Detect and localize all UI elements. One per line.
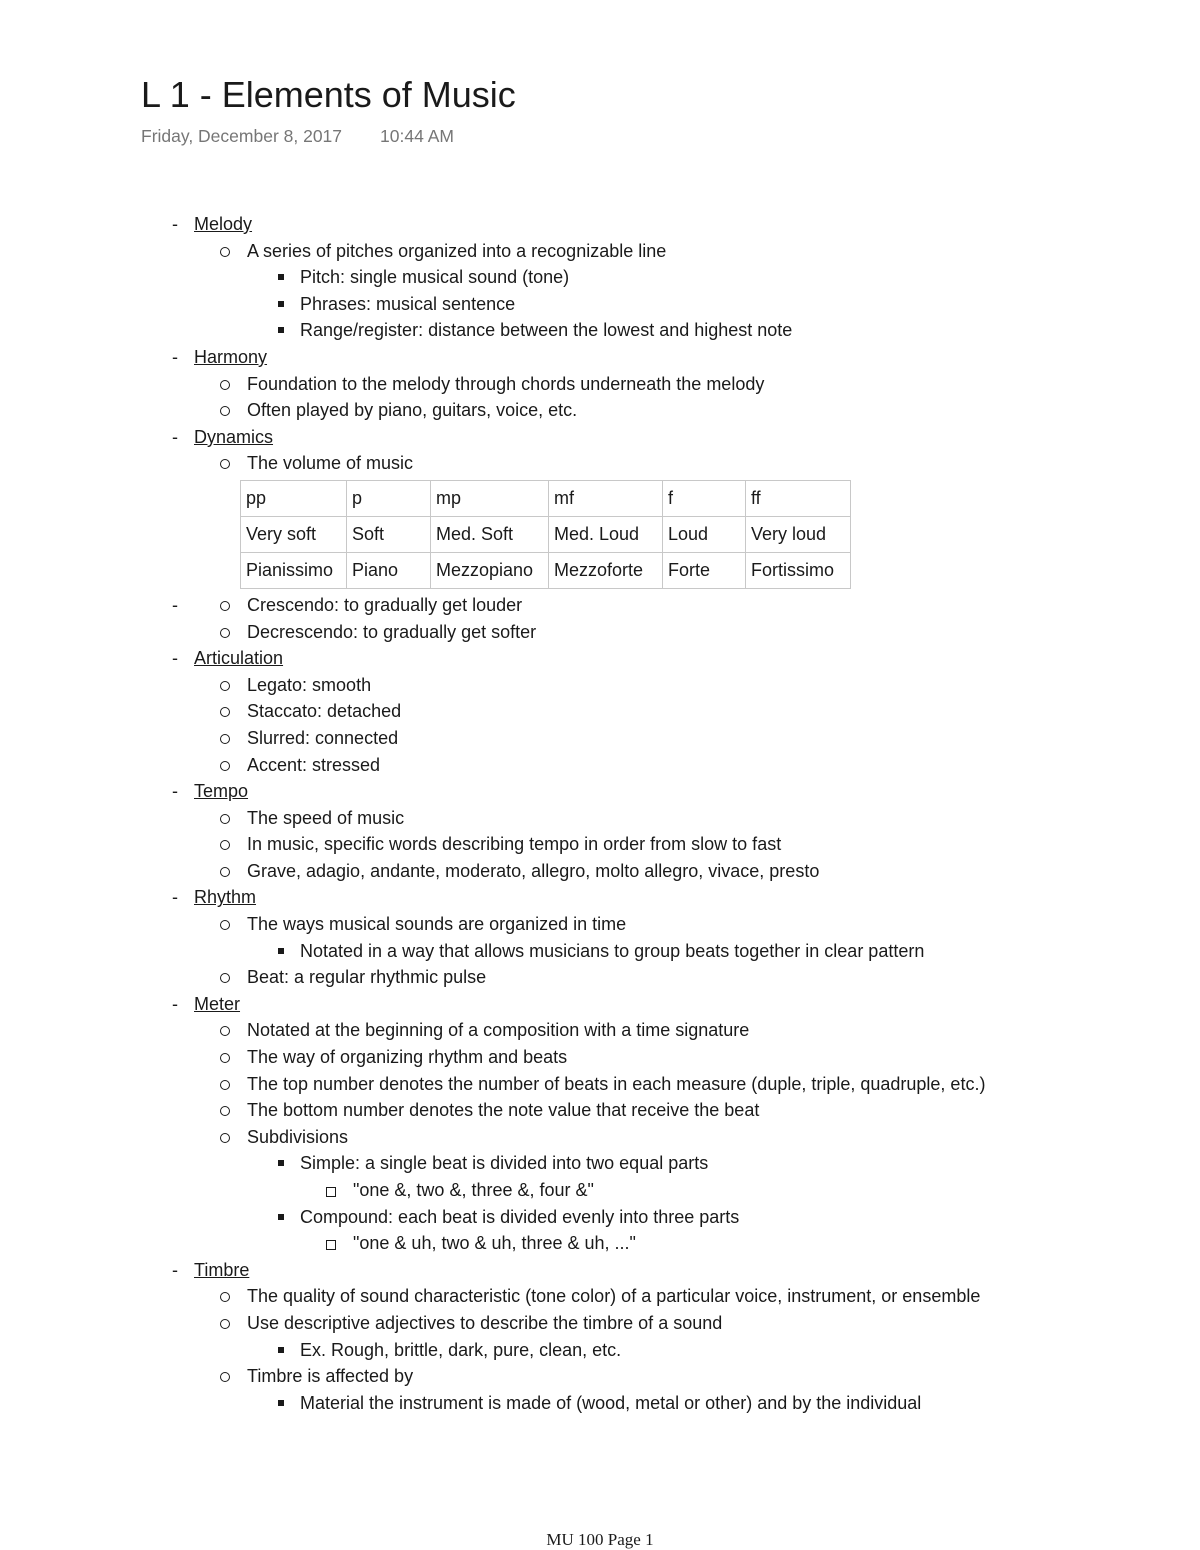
notes-content [0,211,1200,1416]
table-cell: p [347,480,431,516]
table-cell: Med. Soft [431,516,549,552]
table-cell: mp [431,480,549,516]
page-title: L 1 - Elements of Music [141,74,516,115]
list-item: Timbre is affected by Material the instrument is made of (wood, metal or other) and by the individual [0,1363,1200,1416]
list-item: Legato: smooth [0,672,1200,699]
list-item: The ways musical sounds are organized in time Notated in a way that allows musicians to group beats together in clear pattern [0,911,1200,964]
list-item: Compound: each beat is divided evenly into three parts "one & uh, two & uh, three & uh, ..." [0,1204,1200,1257]
table-cell: Mezzoforte [549,552,663,588]
list-item: The speed of music [0,805,1200,832]
list-item: The way of organizing rhythm and beats [0,1044,1200,1071]
table-cell: Forte [663,552,746,588]
table-cell: Very soft [241,516,347,552]
table-cell: Mezzopiano [431,552,549,588]
list-item: Use descriptive adjectives to describe the timbre of a sound Ex. Rough, brittle, dark, pure, clean, etc. [0,1310,1200,1363]
list-item: Simple: a single beat is divided into two equal parts "one &, two &, three &, four &" [0,1150,1200,1203]
list-item: Material the instrument is made of (wood, metal or other) and by the individual [0,1390,1200,1417]
section-heading: Dynamics [194,426,274,447]
section-heading: Tempo [194,781,249,802]
list-item: - Crescendo: to gradually get louder [0,592,1200,619]
list-item: Staccato: detached [0,698,1200,725]
list-item: Grave, adagio, andante, moderato, allegro, molto allegro, vivace, presto [0,858,1200,885]
table-row [241,480,851,516]
section-heading: Meter [194,993,241,1014]
list-item: "one & uh, two & uh, three & uh, ..." [0,1230,1200,1257]
list-item: In music, specific words describing tempo in order from slow to fast [0,831,1200,858]
table-cell: f [663,480,746,516]
list-item: Slurred: connected [0,725,1200,752]
list-item: Beat: a regular rhythmic pulse [0,964,1200,991]
list-item: Notated in a way that allows musicians to group beats together in clear pattern [0,938,1200,965]
list-item: The top number denotes the number of beats in each measure (duple, triple, quadruple, etc.) [0,1071,1027,1098]
list-item: Decrescendo: to gradually get softer [0,619,1200,646]
table-cell: Piano [347,552,431,588]
table-row [241,516,851,552]
outline [0,211,1200,477]
list-item: The volume of music [0,450,1200,477]
section-heading: Harmony [194,346,268,367]
list-item: Subdivisions Simple: a single beat is divided into two equal parts "one &, two &, three &, four &" Compound: each beat is divided evenly into three parts "one & uh, two & uh, three & uh, ..." [0,1124,1200,1257]
list-item: Notated at the beginning of a composition with a time signature [0,1017,1200,1044]
section-dynamics-continued [0,592,1200,645]
section-meter [0,991,1200,1257]
table-cell: pp [241,480,347,516]
list-item: Ex. Rough, brittle, dark, pure, clean, etc. [0,1337,1200,1364]
section-dynamics [0,424,1200,477]
table-cell: mf [549,480,663,516]
table-cell: Soft [347,516,431,552]
list-item: A series of pitches organized into a recognizable line Pitch: single musical sound (tone) Phrases: musical sentence Range/register: distance between the lowest and highest note [0,238,1200,344]
table-cell: Very loud [746,516,851,552]
table-cell: Med. Loud [549,516,663,552]
section-heading: Articulation [194,648,284,669]
table-row [241,552,851,588]
section-harmony [0,344,1200,424]
list-item: Range/register: distance between the lowest and highest note [0,317,1200,344]
list-item: The bottom number denotes the note value that receive the beat [0,1097,1200,1124]
table-cell: Fortissimo [746,552,851,588]
section-heading: Timbre [194,1259,250,1280]
page-date: Friday, December 8, 2017 [141,126,343,146]
list-item: Phrases: musical sentence [0,291,1200,318]
list-item: Foundation to the melody through chords underneath the melody [0,371,1200,398]
table-cell: Pianissimo [241,552,347,588]
list-item: The quality of sound characteristic (tone color) of a particular voice, instrument, or ensemble [0,1283,987,1310]
page-time: 10:44 AM [380,126,454,146]
section-heading: Melody [194,214,253,234]
list-item: Accent: stressed [0,752,1200,779]
page-footer: MU 100 Page 1 [546,1530,654,1549]
section-articulation [0,645,1200,778]
section-rhythm [0,884,1200,990]
dynamics-table [240,480,851,589]
section-tempo [0,778,1200,884]
page-meta [141,126,454,147]
list-item: "one &, two &, three &, four &" [0,1177,1200,1204]
section-melody [0,211,1200,344]
table-cell: ff [746,480,851,516]
section-heading: Rhythm [194,887,257,908]
section-timbre [0,1257,1200,1417]
list-item: Often played by piano, guitars, voice, etc. [0,397,1200,424]
table-cell: Loud [663,516,746,552]
outline-continued [0,592,1200,1416]
list-item: Pitch: single musical sound (tone) [0,264,1200,291]
